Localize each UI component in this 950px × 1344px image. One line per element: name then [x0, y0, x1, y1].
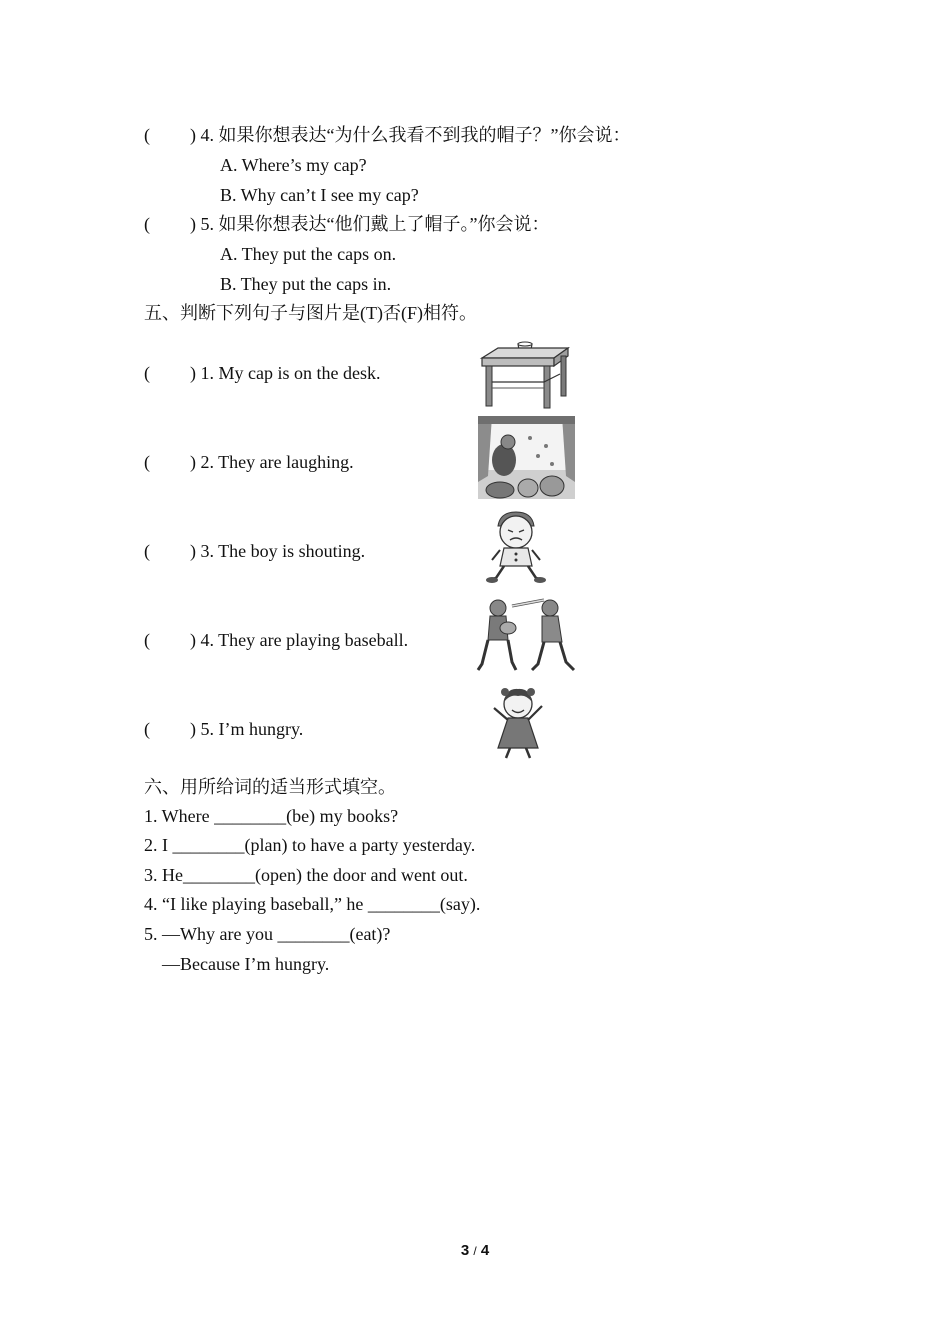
- boy-picture: [484, 508, 548, 588]
- question-4: [144, 124, 630, 146]
- option-b: B. They put the caps in.: [220, 274, 392, 294]
- fill-blank-item: 5. —Why are you ________(eat)?: [144, 924, 391, 944]
- tf-item-text: ) 1. My cap is on the desk.: [190, 363, 381, 383]
- tf-item-text: ) 5. I’m hungry.: [190, 719, 304, 739]
- page-number: [0, 1242, 950, 1259]
- answer-paren[interactable]: (: [144, 719, 150, 739]
- tf-item-text: ) 4. They are playing baseball.: [190, 630, 409, 650]
- section-6-title: 六、用所给词的适当形式填空。: [144, 777, 396, 797]
- tf-item: [144, 718, 303, 740]
- answer-paren[interactable]: (: [144, 541, 150, 561]
- current-page: 3: [460, 1242, 470, 1259]
- tf-item-text: ) 3. The boy is shouting.: [190, 541, 366, 561]
- page-separator: /: [473, 1244, 477, 1258]
- answer-paren[interactable]: (: [144, 363, 150, 383]
- fill-blank-item: 1. Where ________(be) my books?: [144, 806, 399, 826]
- total-pages: 4: [480, 1242, 490, 1259]
- baseball-picture: [472, 598, 586, 676]
- section-5-title: 五、判断下列句子与图片是(T)否(F)相符。: [144, 303, 477, 323]
- fill-blank-item: 2. I ________(plan) to have a party yesterday.: [144, 835, 476, 855]
- option-a: A. Where’s my cap?: [220, 155, 367, 175]
- audience-picture: [478, 416, 575, 499]
- tf-item: [144, 629, 408, 651]
- question-5: [144, 213, 549, 235]
- fill-blank-answer-line: —Because I’m hungry.: [162, 954, 330, 974]
- tf-item: [144, 451, 354, 473]
- answer-paren[interactable]: (: [144, 630, 150, 650]
- girl-picture: [486, 684, 550, 764]
- answer-paren[interactable]: (: [144, 452, 150, 472]
- fill-blank-item: 3. He________(open) the door and went out.: [144, 865, 468, 885]
- tf-item: [144, 540, 365, 562]
- question-4-text: ) 4. 如果你想表达“为什么我看不到我的帽子？”你会说：: [190, 125, 631, 145]
- desk-picture: [478, 336, 572, 410]
- question-5-text: ) 5. 如果你想表达“他们戴上了帽子。”你会说：: [190, 214, 550, 234]
- option-b: B. Why can’t I see my cap?: [220, 185, 419, 205]
- fill-blank-item: 4. “I like playing baseball,” he ________(say).: [144, 894, 481, 914]
- answer-paren[interactable]: (: [144, 125, 150, 145]
- answer-paren[interactable]: (: [144, 214, 150, 234]
- tf-item: [144, 362, 380, 384]
- option-a: A. They put the caps on.: [220, 244, 397, 264]
- tf-item-text: ) 2. They are laughing.: [190, 452, 354, 472]
